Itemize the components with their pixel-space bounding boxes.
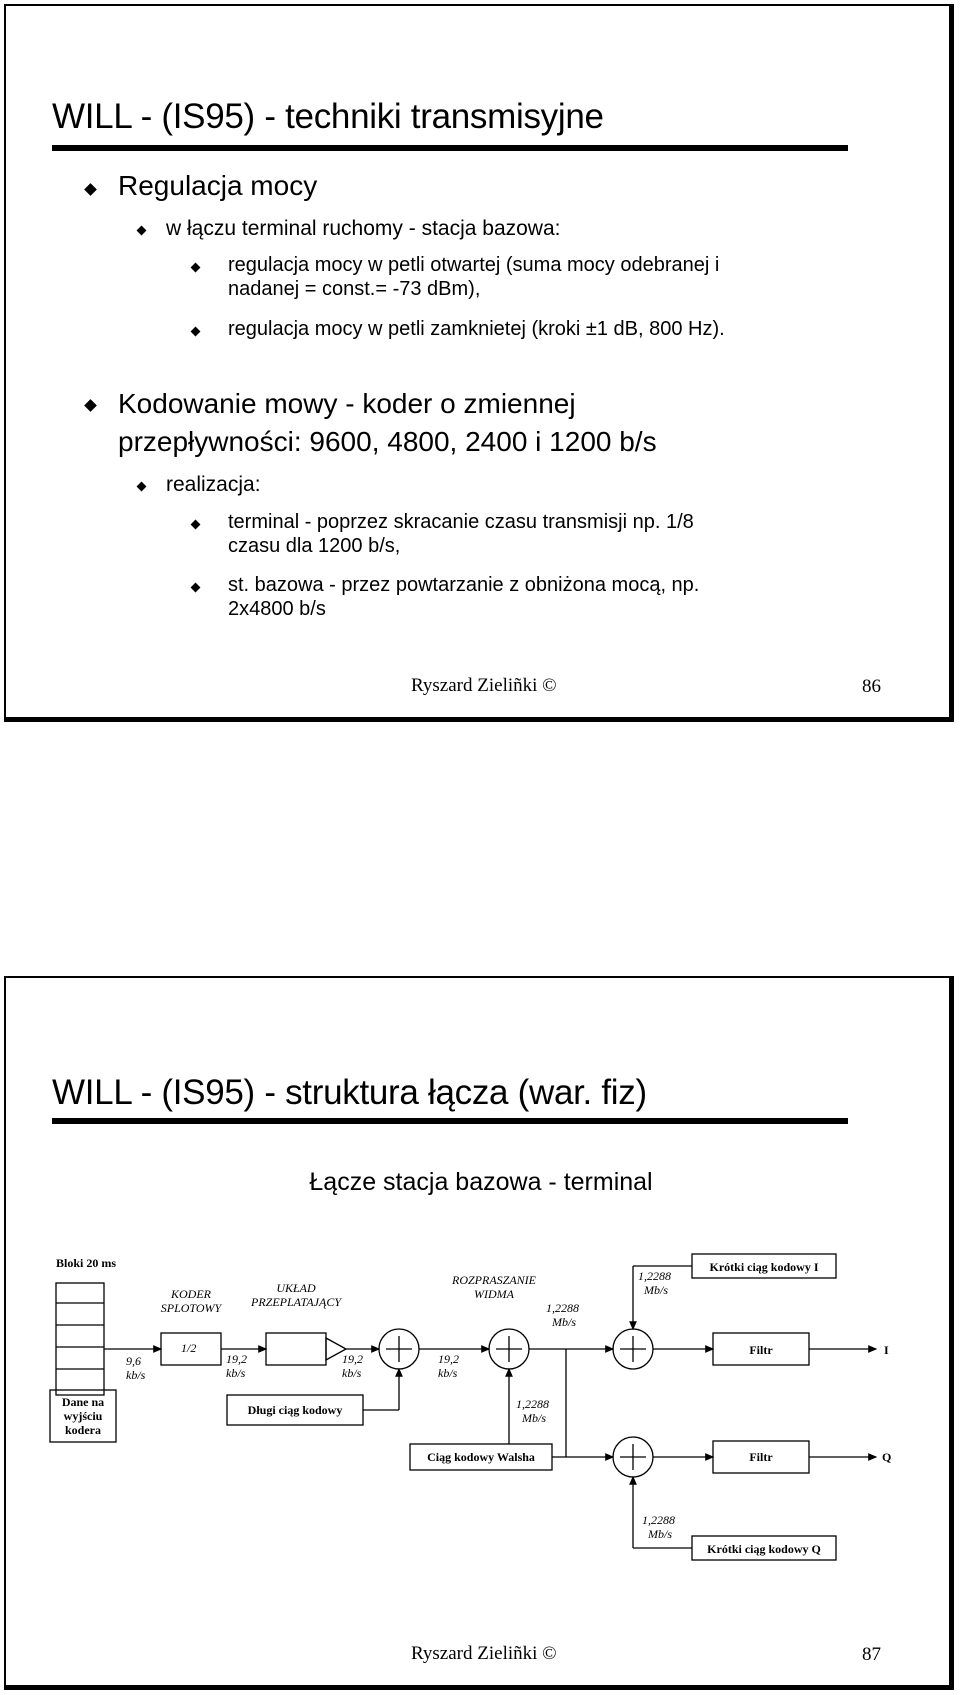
page-number: 87	[862, 1644, 881, 1665]
label-bloki: Bloki 20 ms	[56, 1256, 117, 1270]
bullet-l3: st. bazowa - przez powtarzanie z obniżona mocą, np. 2x4800 b/s	[228, 574, 700, 620]
frame-buffer	[56, 1283, 104, 1395]
svg-text:kb/s: kb/s	[126, 1368, 146, 1382]
diamond-bullet-icon	[84, 183, 97, 196]
svg-text:kb/s: kb/s	[342, 1366, 362, 1380]
footer-author: Ryszard Zieliñki ©	[411, 1643, 557, 1664]
interleaver-block	[266, 1333, 326, 1365]
svg-text:19,2: 19,2	[342, 1352, 363, 1366]
diamond-bullet-icon	[191, 520, 201, 530]
svg-text:WIDMA: WIDMA	[474, 1287, 514, 1301]
svg-text:kodera: kodera	[65, 1423, 101, 1437]
svg-text:Krótki ciąg kodowy I: Krótki ciąg kodowy I	[709, 1260, 819, 1274]
bullet-l1: Regulacja mocy	[118, 170, 318, 201]
bullet-l3: terminal - poprzez skracanie czasu transmisji np. 1/8 czasu dla 1200 b/s,	[228, 511, 694, 557]
title-rule	[52, 145, 848, 151]
diamond-bullet-icon	[84, 399, 97, 412]
diamond-bullet-icon	[137, 226, 147, 236]
svg-text:KODER: KODER	[171, 1287, 211, 1301]
svg-text:19,2: 19,2	[438, 1352, 459, 1366]
diamond-bullet-icon	[137, 482, 147, 492]
slide-87	[4, 976, 954, 1690]
subtitle: Łącze stacja bazowa - terminal	[309, 1168, 653, 1196]
svg-text:ROZPRASZANIE: ROZPRASZANIE	[452, 1273, 536, 1287]
svg-text:Ciąg kodowy Walsha: Ciąg kodowy Walsha	[427, 1450, 535, 1464]
bullet-l3: regulacja mocy w petli otwartej (suma mocy odebranej i nadanej = const.= -73 dBm),	[228, 254, 720, 300]
diamond-bullet-icon	[191, 263, 201, 273]
svg-text:1/2: 1/2	[181, 1341, 197, 1355]
svg-text:Filtr: Filtr	[749, 1343, 773, 1357]
svg-text:Dane na: Dane na	[61, 1395, 105, 1409]
bullet-l2: realizacja:	[166, 473, 261, 496]
svg-text:1,2288: 1,2288	[638, 1269, 671, 1283]
bullet-l2: w łączu terminal ruchomy - stacja bazowa:	[166, 217, 561, 240]
svg-text:Filtr: Filtr	[749, 1450, 773, 1464]
slide-title: WILL - (IS95) - techniki transmisyjne	[52, 97, 604, 136]
bullet-l1: Kodowanie mowy - koder o zmiennej przepływności: 9600, 4800, 2400 i 1200 b/s	[118, 388, 657, 457]
svg-text:Długi ciąg kodowy: Długi ciąg kodowy	[247, 1403, 343, 1417]
svg-text:Mb/s: Mb/s	[522, 1411, 546, 1425]
svg-text:wyjściu: wyjściu	[63, 1409, 103, 1423]
bullet-l3: regulacja mocy w petli zamknietej (kroki ±1 dB, 800 Hz).	[228, 318, 725, 340]
svg-text:kb/s: kb/s	[226, 1366, 246, 1380]
slide-title: WILL - (IS95) - struktura łącza (war. fiz)	[52, 1073, 647, 1112]
svg-text:Krótki ciąg kodowy Q: Krótki ciąg kodowy Q	[707, 1542, 821, 1556]
svg-text:Mb/s: Mb/s	[644, 1283, 668, 1297]
diamond-bullet-icon	[191, 327, 201, 337]
title-rule	[52, 1118, 848, 1124]
svg-text:Q: Q	[882, 1450, 892, 1464]
svg-text:1,2288: 1,2288	[516, 1397, 549, 1411]
svg-text:19,2: 19,2	[226, 1352, 247, 1366]
svg-text:Mb/s: Mb/s	[552, 1315, 576, 1329]
svg-text:kb/s: kb/s	[438, 1366, 458, 1380]
block-diagram	[6, 1242, 946, 1572]
svg-text:UKŁAD: UKŁAD	[276, 1281, 316, 1295]
svg-text:1,2288: 1,2288	[546, 1301, 579, 1315]
svg-text:1,2288: 1,2288	[642, 1513, 675, 1527]
diamond-bullet-icon	[191, 583, 201, 593]
svg-text:Mb/s: Mb/s	[648, 1527, 672, 1541]
page-number: 86	[862, 676, 881, 697]
svg-text:9,6: 9,6	[126, 1354, 141, 1368]
slide-86	[4, 4, 954, 722]
svg-text:PRZEPLATAJĄCY: PRZEPLATAJĄCY	[251, 1295, 341, 1309]
svg-text:SPLOTOWY: SPLOTOWY	[160, 1301, 222, 1315]
footer-author: Ryszard Zieliñki ©	[411, 675, 557, 696]
svg-text:I: I	[884, 1343, 889, 1357]
